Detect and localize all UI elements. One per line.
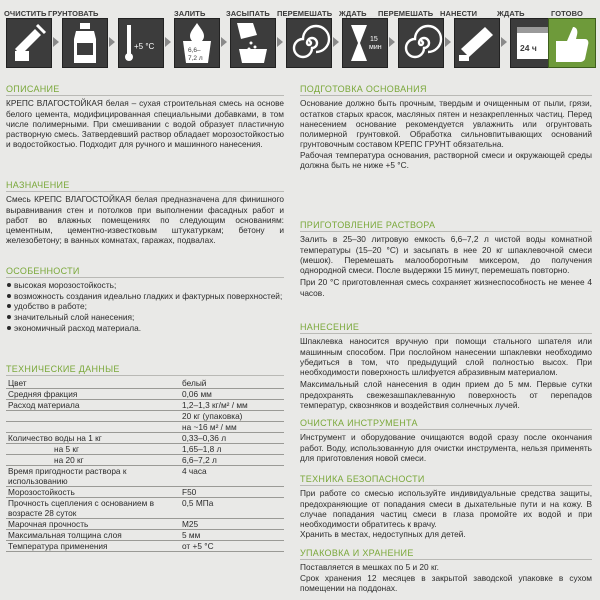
- table-row: Прочность сцепления с основанием в возрасте 28 суток 0,5 МПа: [6, 498, 284, 519]
- base-prep-section: [300, 84, 592, 170]
- purpose-text: Смесь КРЕПС ВЛАГОСТОЙКАЯ белая предназначена для финишного выравнивания стен и потолков при выполнении фасадных работ и работ во влажных помещениях по следующим основаниям: цементным, цементно-известковым штукатуркам; бетону и железобетону; в ванных комнатах, гаражах, подвалах.: [6, 194, 284, 246]
- mix-spiral-icon-2: [398, 18, 444, 68]
- svg-text:24 ч: 24 ч: [520, 43, 537, 53]
- svg-text:+5 °C: +5 °C: [134, 42, 155, 51]
- description-text: КРЕПС ВЛАГОСТОЙКАЯ белая – сухая строительная смесь на основе белого цемента, модифицированная специальными добавками, в том числе полимерными. При смешивании с водой образует пластичную растворную смесь. Затвердевший раствор обладает морозостойкостью и водостойкостью. Подходит для ручного и машинного нанесения.: [6, 98, 284, 150]
- description-section: [6, 84, 284, 150]
- tech-heading: ТЕХНИЧЕСКИЕ ДАННЫЕ: [6, 364, 284, 376]
- thermometer-icon: [118, 18, 164, 68]
- svg-text:6,6–: 6,6–: [188, 47, 201, 54]
- safety-section: [300, 474, 592, 540]
- list-item: удобство в работе;: [6, 301, 284, 312]
- hourglass-icon: [342, 18, 388, 68]
- svg-text:7,2 л: 7,2 л: [188, 55, 203, 62]
- cleaning-heading: ОЧИСТКА ИНСТРУМЕНТА: [300, 418, 592, 430]
- packing-section: [300, 548, 592, 593]
- purpose-heading: НАЗНАЧЕНИЕ: [6, 180, 284, 192]
- table-row: 20 кг (упаковка): [6, 411, 284, 422]
- table-row: Температура применения от +5 °С: [6, 541, 284, 552]
- features-heading: ОСОБЕННОСТИ: [6, 266, 284, 278]
- table-row: Максимальная толщина слоя 5 мм: [6, 530, 284, 541]
- table-row: Время пригодности раствора к использованию 4 часа: [6, 466, 284, 487]
- cleaning-section: [300, 418, 592, 463]
- mix-prep-text-1: Залить в 25–30 литровую емкость 6,6–7,2 л чистой воды комнатной температуры (15–20 °С) и засыпать в нее 20 кг шпаклевочной смеси (мешок). Перемешать малооборотным миксером, до получения однородной смеси. После выдержки 15 минут, перемешать повторно.: [300, 234, 592, 276]
- step-label-wait-2: ЖДАТЬ: [497, 9, 525, 18]
- base-prep-heading: ПОДГОТОВКА ОСНОВАНИЯ: [300, 84, 592, 96]
- step-label-mix: ПЕРЕМЕШАТЬ: [277, 9, 333, 18]
- packing-text-1: Поставляется в мешках по 5 и 20 кг.: [300, 562, 439, 573]
- trowel-icon: [454, 18, 500, 68]
- safety-text-1: При работе со смесью используйте индивидуальные средства защиты, предохраняющие от попадания смеси в дыхательные пути и на кожу. В случае попадания частиц смеси в глаза промойте их водой и при необходимости обратитесь к врачу.: [300, 488, 592, 530]
- list-item: значительный слой нанесения;: [6, 312, 284, 323]
- table-row: Количество воды на 1 кг 0,33–0,36 л: [6, 433, 284, 444]
- step-label-apply: НАНЕСТИ: [440, 9, 478, 18]
- list-item: экономичный расход материала.: [6, 323, 284, 334]
- packing-heading: УПАКОВКА И ХРАНЕНИЕ: [300, 548, 592, 560]
- application-text-1: Шпаклевка наносится вручную при помощи стального шпателя или машинным способом. При послойном нанесении шпаклевки необходимо убедиться в том, что предыдущий слой полностью высох. При необходимости поверхность шлифуется абразивным материалом.: [300, 336, 592, 378]
- water-bucket-icon: [174, 18, 220, 68]
- svg-text:15: 15: [370, 36, 378, 43]
- step-label-mix-again: ПЕРЕМЕШАТЬ: [378, 9, 434, 18]
- safety-text-2: Хранить в местах, недоступных для детей.: [300, 529, 466, 540]
- thumbs-up-icon: [548, 18, 596, 68]
- table-row: на 20 кг 6,6–7,2 л: [6, 455, 284, 466]
- svg-text:мин: мин: [369, 44, 382, 51]
- table-row: на 5 кг 1,65–1,8 л: [6, 444, 284, 455]
- application-text-2: Максимальный слой нанесения в один прием до 5 мм. Первые сутки предохранять свежезашпаклеванную поверхность от перепадов температур, сквозняков и воздействия солнечных лучей.: [300, 379, 592, 411]
- step-label-wait: ЖДАТЬ: [339, 9, 367, 18]
- table-row: Средняя фракция 0,06 мм: [6, 389, 284, 400]
- mix-prep-heading: ПРИГОТОВЛЕНИЕ РАСТВОРА: [300, 220, 592, 232]
- packing-text-2: Срок хранения 12 месяцев в закрытой заводской упаковке в сухом помещении на поддонах.: [300, 572, 592, 593]
- tech-table: [6, 378, 284, 552]
- mix-spiral-icon: [286, 18, 332, 68]
- table-row: Морозостойкость F50: [6, 487, 284, 498]
- list-item: высокая морозостойкость;: [6, 280, 284, 291]
- application-heading: НАНЕСЕНИЕ: [300, 322, 592, 334]
- mix-prep-text-2: При 20 °С приготовленная смесь сохраняет жизнеспособность не менее 4 часов.: [300, 277, 592, 298]
- table-row: Расход материала 1,2–1,3 кг/м² / мм: [6, 400, 284, 411]
- powder-bag-icon: [230, 18, 276, 68]
- application-section: [300, 322, 592, 410]
- table-row: Цвет белый: [6, 378, 284, 389]
- step-label-pour: ЗАЛИТЬ: [174, 9, 206, 18]
- step-icons: [6, 18, 594, 70]
- cleaning-text: Инструмент и оборудование очищаются водой сразу после окончания работ. Воду, использованную для очистки инструмента, нельзя применять для приготовления новой смеси.: [300, 432, 592, 463]
- table-row: на ~16 м² / мм: [6, 422, 284, 433]
- description-heading: ОПИСАНИЕ: [6, 84, 284, 96]
- list-item: возможность создания идеально гладких и фактурных поверхностей;: [6, 291, 284, 302]
- features-section: [6, 266, 284, 333]
- brush-icon: [6, 18, 52, 68]
- mix-prep-section: [300, 220, 592, 298]
- purpose-section: [6, 180, 284, 246]
- base-prep-text-1: Основание должно быть прочным, твердым и очищенным от пыли, грязи, остатков старых красок, масляных пятен и незакрепленных частиц. Перед нанесением основание рекомендуется увлажнить или огрунтовать полимерной грунтовкой. Обработка сильновпитывающих оснований грунтовочным составом КРЕПС ГРУНТ обязательна.: [300, 98, 592, 150]
- safety-heading: ТЕХНИКА БЕЗОПАСНОСТИ: [300, 474, 592, 486]
- features-list: [6, 280, 284, 333]
- step-label-prime: ГРУНТОВАТЬ: [48, 9, 99, 18]
- primer-bottle-icon: [62, 18, 108, 68]
- step-label-clean: ОЧИСТИТЬ: [4, 9, 47, 18]
- table-row: Марочная прочность M25: [6, 519, 284, 530]
- step-label-add: ЗАСЫПАТЬ: [226, 9, 270, 18]
- base-prep-text-2: Рабочая температура основания, растворной смеси и окружающей среды должна быть не ниже +5 °C.: [300, 149, 592, 171]
- tech-section: [6, 364, 284, 552]
- step-label-ready: ГОТОВО: [551, 9, 583, 18]
- application-steps: [0, 0, 600, 80]
